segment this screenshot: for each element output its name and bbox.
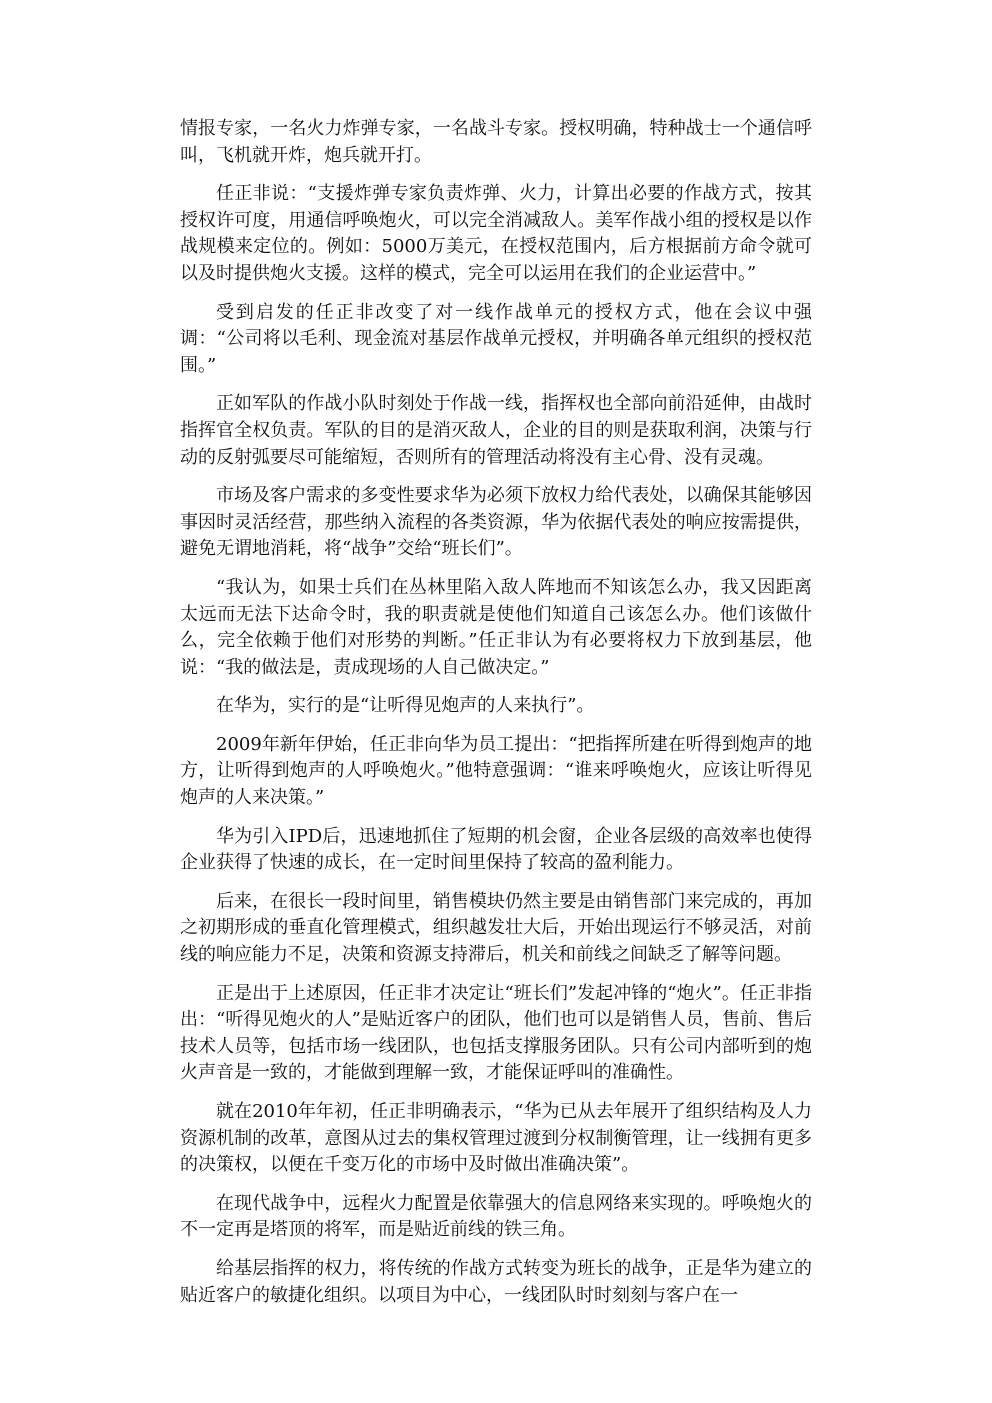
paragraph-3: 受到启发的任正非改变了对一线作战单元的授权方式，他在会议中强调：“公司将以毛利、现金流对基层作战单元授权，并明确各单元组织的授权范围。” — [180, 301, 812, 376]
paragraph-13: 在现代战争中，远程火力配置是依靠强大的信息网络来实现的。呼唤炮火的不一定再是塔顶的将军，而是贴近前线的铁三角。 — [180, 1192, 812, 1241]
paragraph-10: 后来，在很长一段时间里，销售模块仍然主要是由销售部门来完成的，再加之初期形成的垂直化管理模式，组织越发壮大后，开始出现运行不够灵活，对前线的响应能力不足，决策和资源支持滞后，机关和前线之间缺乏了解等问题。 — [180, 890, 812, 966]
paragraph-14: 给基层指挥的权力，将传统的作战方式转变为班长的战争，正是华为建立的贴近客户的敏捷化组织。以项目为中心，一线团队时时刻刻与客户在一 — [180, 1257, 812, 1306]
paragraph-5: 市场及客户需求的多变性要求华为必须下放权力给代表处，以确保其能够因事因时灵活经营，那些纳入流程的各类资源，华为依据代表处的响应按需提供，避免无谓地消耗，将“战争”交给“班长们”。 — [180, 485, 812, 560]
paragraph-4: 正如军队的作战小队时刻处于作战一线，指挥权也全部向前沿延伸，由战时指挥官全权负责。军队的目的是消灭敌人，企业的目的则是获取利润，决策与行动的反射弧要尽可能缩短，否则所有的管理活动将没有主心骨、没有灵魂。 — [180, 393, 812, 468]
paragraph-7: 在华为，实行的是“让听得见炮声的人来执行”。 — [216, 695, 595, 717]
body-text — [180, 116, 812, 1321]
paragraph-2: 任正非说：“支援炸弹专家负责炸弹、火力，计算出必要的作战方式，按其授权许可度，用通信呼唤炮火，可以完全消减敌人。美军作战小组的授权是以作战规模来定位的。例如：5000万美元，在授权范围内，后方根据前方命令就可以及时提供炮火支援。这样的模式，完全可以运用在我们的企业运营中。” — [180, 183, 812, 284]
paragraph-12: 就在2010年年初，任正非明确表示，“华为已从去年展开了组织结构及人力资源机制的改革，意图从过去的集权管理过渡到分权制衡管理，让一线拥有更多的决策权，以便在千变万化的市场中及时做出准确决策”。 — [180, 1101, 812, 1176]
paragraph-1: 情报专家，一名火力炸弹专家，一名战斗专家。授权明确，特种战士一个通信呼叫，飞机就开炸，炮兵就开打。 — [180, 118, 812, 166]
paragraph-9: 华为引入IPD后，迅速地抓住了短期的机会窗，企业各层级的高效率也使得企业获得了快速的成长，在一定时间里保持了较高的盈利能力。 — [180, 825, 812, 874]
paragraph-8: 2009年新年伊始，任正非向华为员工提出：“把指挥所建在听得到炮声的地方，让听得到炮声的人呼唤炮火。”他特意强调：“谁来呼唤炮火，应该让听得见炮声的人来决策。” — [180, 733, 812, 809]
paragraph-6: “我认为，如果士兵们在丛林里陷入敌人阵地而不知该怎么办，我又因距离太远而无法下达命令时，我的职责就是使他们知道自己该怎么办。他们该做什么，完全依赖于他们对形势的判断。”任正非认为有必要将权力下放到基层，他说：“我的做法是，责成现场的人自己做决定。” — [180, 576, 812, 678]
paragraph-11: 正是出于上述原因，任正非才决定让“班长们”发起冲锋的“炮火”。任正非指出：“听得见炮火的人”是贴近客户的团队，他们也可以是销售人员，售前、售后技术人员等，包括市场一线团队，也包括支撑服务团队。只有公司内部听到的炮火声音是一致的，才能做到理解一致，才能保证呼叫的准确性。 — [180, 982, 812, 1084]
